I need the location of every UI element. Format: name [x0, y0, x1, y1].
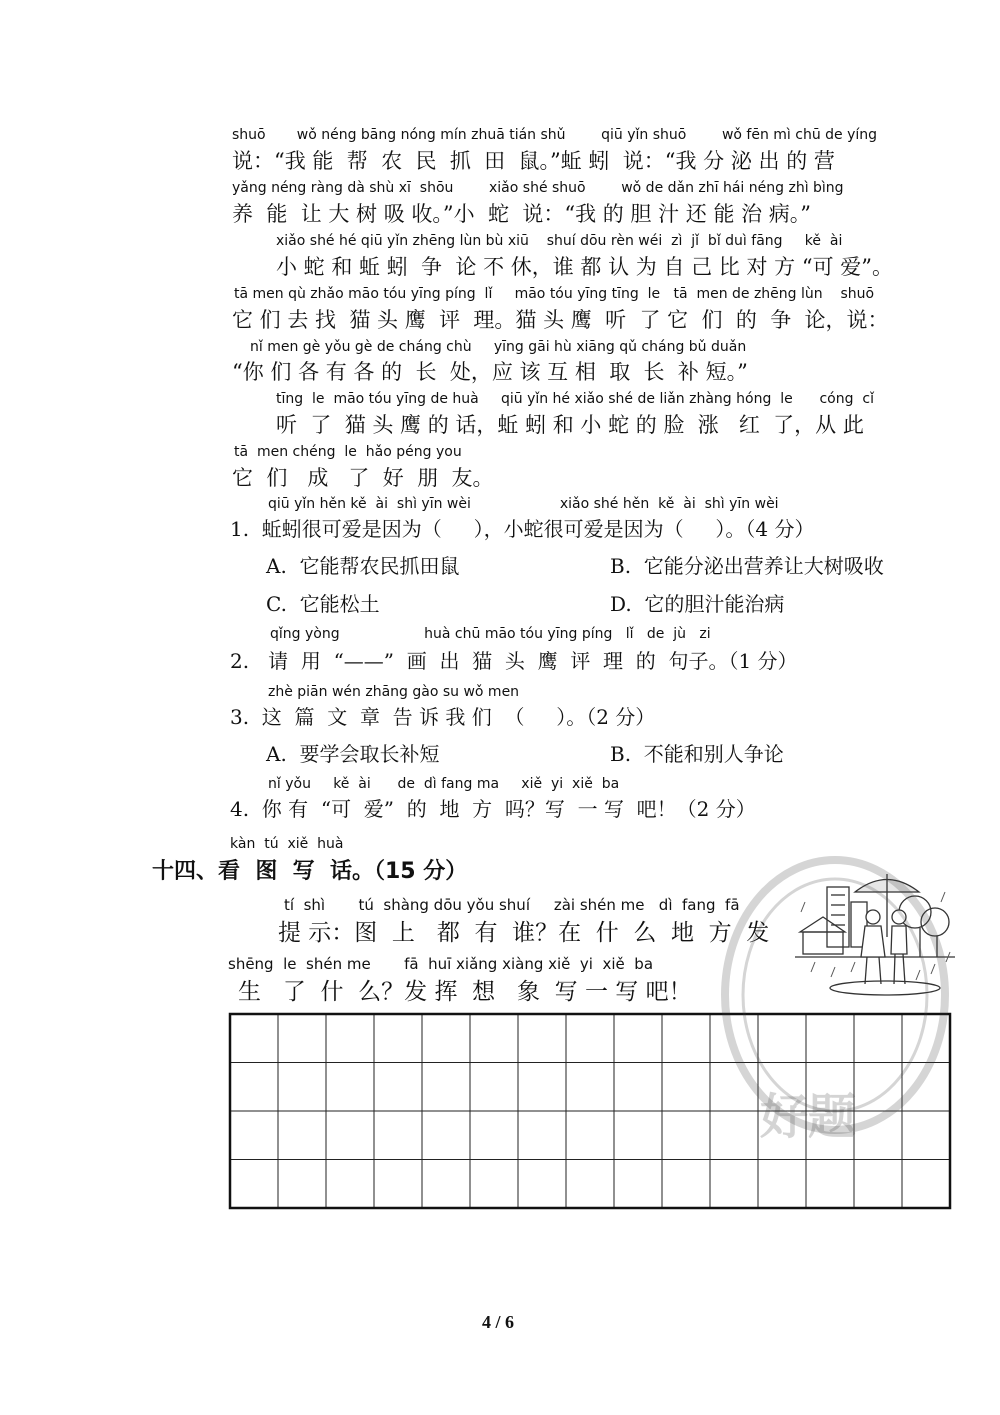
grid-cell[interactable] [518, 1014, 566, 1063]
q1-option-d: D. 它的胆汁能治病 [610, 592, 785, 616]
grid-cell[interactable] [662, 1160, 710, 1209]
grid-cell[interactable] [470, 1160, 518, 1209]
grid-cell[interactable] [326, 1063, 374, 1112]
passage-line-2-pinyin: yǎng néng ràng dà shù xī shōu xiǎo shé shuō wǒ de dǎn zhī hái néng zhì bìng [232, 180, 844, 196]
passage-line-4-pinyin: tā men qù zhǎo māo tóu yīng píng lǐ māo tóu yīng tīng le tā men de zhēng lùn shuō [234, 286, 875, 302]
passage-line-6-pinyin: tīng le māo tóu yīng de huà qiū yǐn hé xiǎo shé de liǎn zhàng hóng le cóng cǐ [276, 391, 874, 407]
passage-line-7: 它 们 成 了 好 朋 友。 [232, 466, 494, 490]
grid-cell[interactable] [518, 1111, 566, 1160]
question-3: 3. 这 篇 文 章 告 诉 我 们 （ ）。（2 分） [230, 705, 656, 729]
grid-cell[interactable] [278, 1160, 326, 1209]
passage-line-4: 它 们 去 找 猫 头 鹰 评 理。猫 头 鹰 听 了 它 们 的 争 论，说： [232, 308, 889, 332]
passage-line-1-pinyin: shuō wǒ néng bāng nóng mín zhuā tián shǔ qiū yǐn shuō wǒ fēn mì chū de yíng [232, 127, 878, 143]
q3-option-a: A. 要学会取长补短 [266, 742, 440, 766]
question-1: 1. 蚯蚓很可爱是因为（ ），小蛇很可爱是因为（ ）。（4 分） [230, 517, 815, 541]
grid-cell[interactable] [278, 1063, 326, 1112]
grid-cell[interactable] [566, 1111, 614, 1160]
grid-cell[interactable] [470, 1014, 518, 1063]
hint-line-1-pinyin: tí shì tú shàng dōu yǒu shuí zài shén me dì fang fā [284, 896, 740, 914]
grid-cell[interactable] [662, 1014, 710, 1063]
passage-line-7-pinyin: tā men chéng le hǎo péng you [234, 444, 462, 460]
page-number: 4 / 6 [482, 1312, 515, 1332]
grid-cell[interactable] [422, 1160, 470, 1209]
grid-cell[interactable] [566, 1063, 614, 1112]
grid-cell[interactable] [566, 1014, 614, 1063]
grid-cell[interactable] [374, 1063, 422, 1112]
q1-option-a: A. 它能帮农民抓田鼠 [266, 554, 460, 578]
passage-line-1: 说：“我 能 帮 农 民 抓 田 鼠。”蚯 蚓 说：“我 分 泌 出 的 营 [232, 149, 835, 173]
grid-cell[interactable] [230, 1063, 278, 1112]
grid-cell[interactable] [470, 1111, 518, 1160]
grid-cell[interactable] [326, 1014, 374, 1063]
question-3-pinyin: zhè piān wén zhāng gào su wǒ men [268, 684, 520, 700]
grid-cell[interactable] [662, 1111, 710, 1160]
grid-cell[interactable] [374, 1014, 422, 1063]
grid-cell[interactable] [518, 1160, 566, 1209]
grid-cell[interactable] [422, 1014, 470, 1063]
grid-cell[interactable] [662, 1063, 710, 1112]
hint-line-2: 生 了 什 么？发 挥 想 象 写 一 写 吧！ [238, 979, 692, 1005]
section-14-pinyin: kàn tú xiě huà [230, 836, 344, 852]
grid-cell[interactable] [278, 1111, 326, 1160]
grid-cell[interactable] [902, 1160, 950, 1209]
watermark-text: 好题 [760, 1089, 857, 1145]
grid-cell[interactable] [230, 1014, 278, 1063]
hint-line-2-pinyin: shēng le shén me fā huī xiǎng xiàng xiě yi xiě ba [228, 955, 654, 973]
question-4-pinyin: nǐ yǒu kě ài de dì fang ma xiě yi xiě ba [268, 776, 620, 792]
passage-line-2: 养 能 让 大 树 吸 收。”小 蛇 说：“我 的 胆 汁 还 能 治 病。” [232, 202, 812, 226]
grid-cell[interactable] [326, 1111, 374, 1160]
grid-cell[interactable] [518, 1063, 566, 1112]
grid-cell[interactable] [614, 1160, 662, 1209]
grid-cell[interactable] [422, 1111, 470, 1160]
question-2-pinyin: qǐng yòng huà chū māo tóu yīng píng lǐ de jù zi [270, 626, 711, 642]
grid-cell[interactable] [374, 1111, 422, 1160]
question-4: 4. 你 有 “可 爱” 的 地 方 吗？写 一 写 吧！（2 分） [230, 797, 756, 821]
grid-cell[interactable] [278, 1014, 326, 1063]
question-1-pinyin: qiū yǐn hěn kě ài shì yīn wèi xiǎo shé hěn kě ài shì yīn wèi [268, 496, 779, 512]
question-2: 2. 请 用 “——” 画 出 猫 头 鹰 评 理 的 句子。（1 分） [230, 649, 798, 673]
hint-line-1: 提 示：图 上 都 有 谁？在 什 么 地 方 发 [278, 920, 770, 946]
grid-cell[interactable] [422, 1063, 470, 1112]
grid-cell[interactable] [470, 1063, 518, 1112]
grid-cell[interactable] [230, 1160, 278, 1209]
passage-line-5: “你 们 各 有 各 的 长 处，应 该 互 相 取 长 补 短。” [232, 360, 748, 384]
grid-cell[interactable] [374, 1160, 422, 1209]
q1-option-c: C. 它能松土 [266, 592, 380, 616]
grid-cell[interactable] [758, 1160, 806, 1209]
grid-cell[interactable] [806, 1160, 854, 1209]
grid-cell[interactable] [710, 1160, 758, 1209]
q1-option-b: B. 它能分泌出营养让大树吸收 [610, 554, 884, 578]
grid-cell[interactable] [614, 1014, 662, 1063]
passage-line-6: 听 了 猫 头 鹰 的 话，蚯 蚓 和 小 蛇 的 脸 涨 红 了，从 此 [276, 413, 864, 437]
passage-line-3: 小 蛇 和 蚯 蚓 争 论 不 休，谁 都 认 为 自 己 比 对 方 “可 爱”。 [276, 255, 893, 279]
section-14-title: 十四、看 图 写 话。（15 分） [152, 859, 468, 884]
grid-cell[interactable] [614, 1111, 662, 1160]
passage-line-3-pinyin: xiǎo shé hé qiū yǐn zhēng lùn bù xiū shuí dōu rèn wéi zì jǐ bǐ duì fāng kě ài [276, 233, 843, 249]
grid-cell[interactable] [230, 1111, 278, 1160]
q3-option-b: B. 不能和别人争论 [610, 742, 784, 766]
grid-cell[interactable] [614, 1063, 662, 1112]
passage-line-5-pinyin: nǐ men gè yǒu gè de cháng chù yīng gāi hù xiāng qǔ cháng bǔ duǎn [250, 339, 747, 355]
grid-cell[interactable] [854, 1160, 902, 1209]
grid-cell[interactable] [326, 1160, 374, 1209]
grid-cell[interactable] [566, 1160, 614, 1209]
